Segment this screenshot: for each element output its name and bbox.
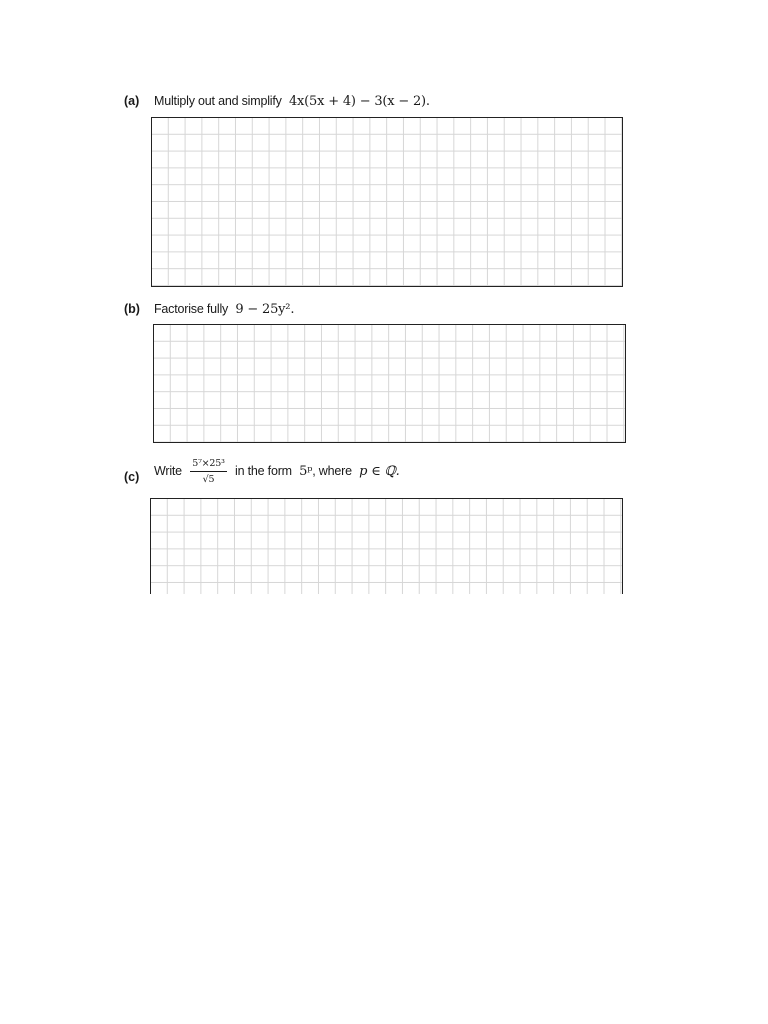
question-a-label: (a)	[124, 94, 140, 108]
question-c-condition: p ∈ ℚ.	[359, 463, 400, 479]
question-c-label: (c)	[124, 470, 140, 484]
question-c-fraction	[190, 458, 227, 485]
question-b-label: (b)	[124, 302, 140, 316]
question-a-instruction: Multiply out and simplify	[154, 94, 282, 108]
question-c-form: 5ᵖ	[299, 463, 313, 479]
fraction-denominator: √5	[202, 474, 215, 485]
question-b-instruction: Factorise fully	[154, 302, 229, 316]
question-c-where: , where	[312, 463, 352, 478]
question-a-expression: 4x(5x + 4) − 3(x − 2).	[288, 94, 430, 109]
answer-grid-c[interactable]	[150, 498, 623, 594]
answer-grid-a[interactable]	[151, 117, 623, 287]
question-a-text	[154, 94, 430, 109]
answer-grid-b[interactable]	[153, 324, 626, 443]
question-c-instruction: Write	[154, 463, 182, 478]
question-b-expression: 9 − 25y².	[235, 302, 295, 317]
fraction-numerator: 5⁷×25³	[190, 458, 227, 472]
question-b-text	[154, 302, 294, 317]
question-c-text	[154, 458, 400, 485]
question-c-form-text: in the form	[235, 463, 292, 478]
